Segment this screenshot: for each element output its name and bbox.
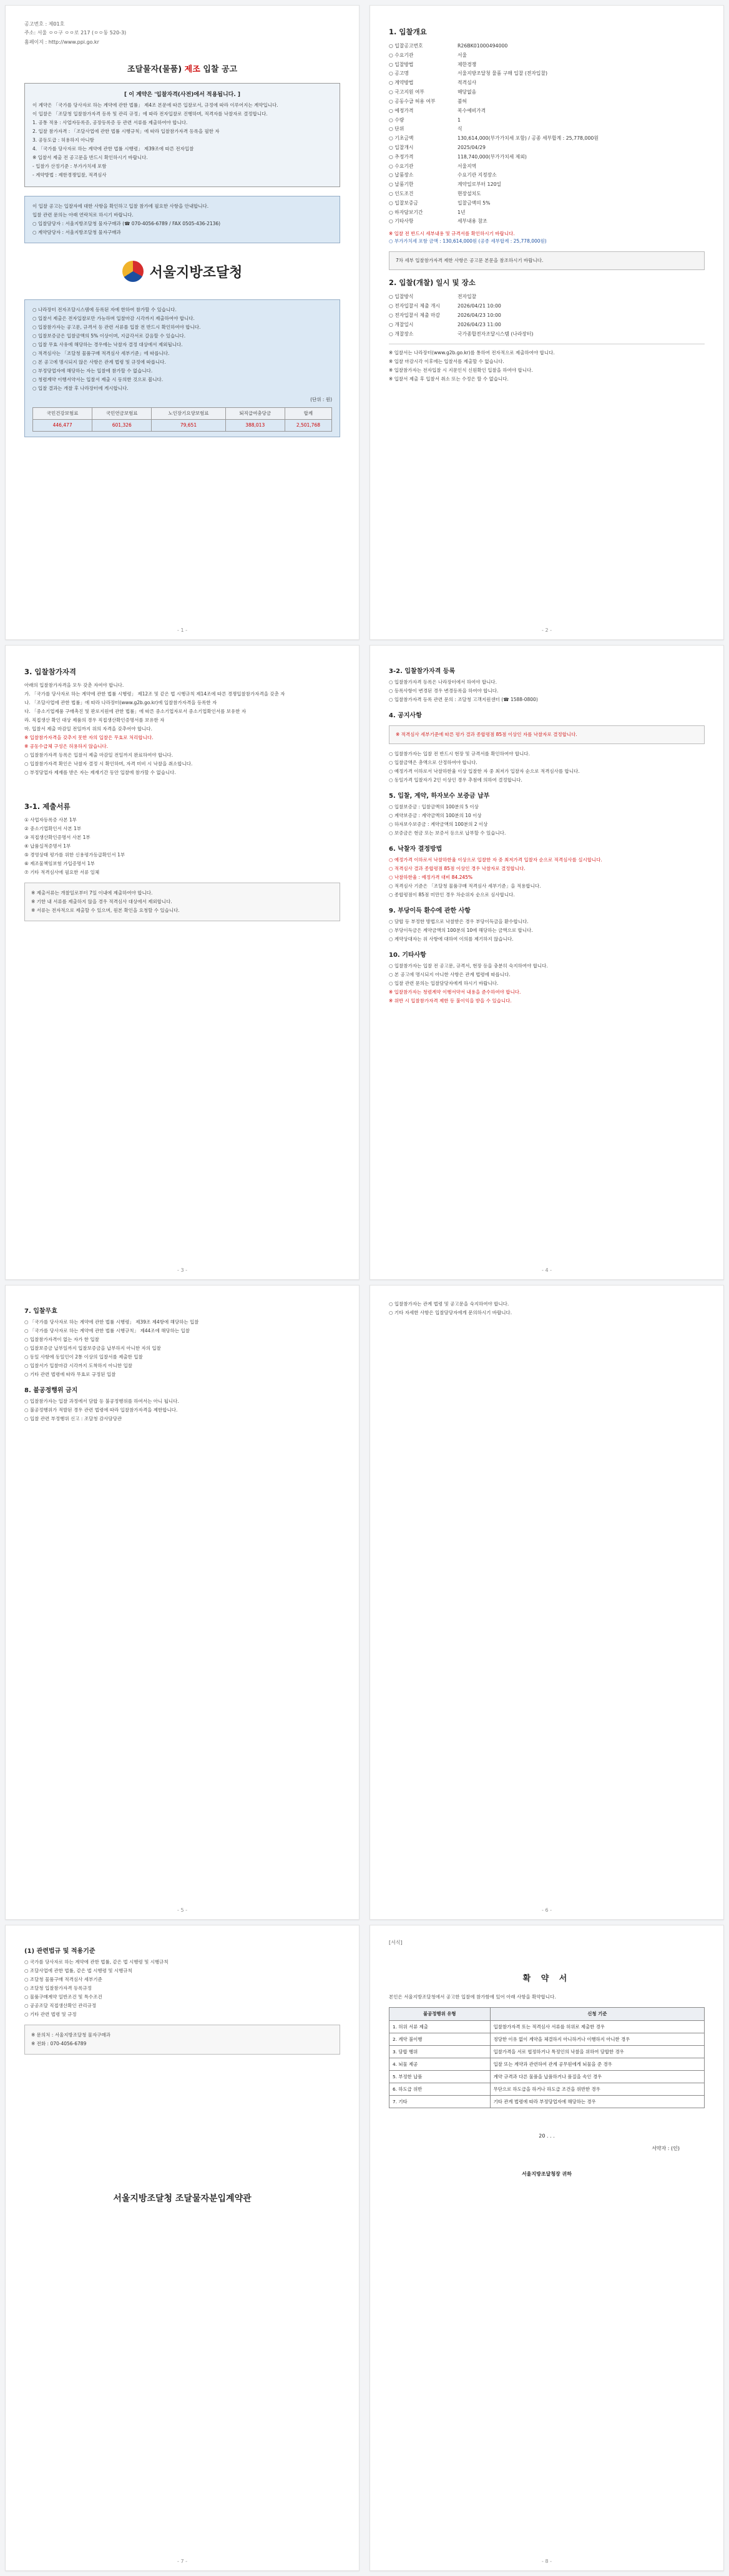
kv-key: ○ 인도조건 [389,191,414,196]
docs-note: ※ 기한 내 서류를 제출하지 않을 경우 적격심사 대상에서 제외합니다. [31,899,172,904]
lower-line: ○ 입찰 무효 사유에 해당하는 경우에는 낙찰자 결정 대상에서 제외됩니다. [32,342,183,348]
text-line: ○ 입찰서가 입찰마감 시각까지 도착하지 아니한 입찰 [24,1363,132,1368]
table-header-cell: 합계 [285,408,331,420]
text-line: ○ 입찰보증금 : 입찰금액의 100분의 5 이상 [389,804,479,810]
document-page-8 [369,1925,724,2571]
text-line: ○ 입찰참가자격 등록은 나라장터에서 하여야 합니다. [389,679,497,685]
table-row [389,2020,705,2033]
page-number: - 5 - [177,1907,187,1913]
section-heading: 1. 입찰개요 [389,27,427,36]
text-line: ○ 담합 등 부정한 방법으로 낙찰받은 경우 부당이득금을 환수합니다. [389,919,529,924]
kv-value: 국가종합전자조달시스템 (나라장터) [457,331,534,337]
kv-row [389,97,705,107]
doc-item: ④ 납품실적증명서 1부 [24,843,71,849]
table-row [389,2083,705,2096]
text-line: ○ 입찰 관련 부정행위 신고 : 조달청 감사담당관 [24,1416,122,1421]
kv-value: 식 [457,126,462,132]
kv-value: 118,740,000(부가가치세 제외) [457,153,527,160]
lower-line: ○ 나라장터 전자조달시스템에 등록된 자에 한하여 참가할 수 있습니다. [32,307,177,313]
doc-item: ① 사업자등록증 사본 1부 [24,817,77,823]
kv-value: 계약일로부터 120일 [457,182,502,188]
title-suffix: 입찰 공고 [203,65,238,75]
lower-line: ○ 입찰 결과는 개찰 후 나라장터에 게시합니다. [32,385,129,392]
text-line: ○ 입찰참가자격 등록 관련 문의 : 조달청 고객지원센터 (☎ 1588-0800) [389,697,538,702]
law-item: ○ 조달사업에 관한 법률, 같은 법 시행령 및 시행규칙 [24,1968,132,1973]
kv-row [389,69,705,79]
kv-key: ○ 전자입찰서 제출 개시 [389,303,441,309]
kv-row [389,42,705,51]
section-heading: 10. 기타사항 [389,952,426,959]
lower-line: ○ 입찰보증금은 입찰금액의 5% 이상이며, 지급각서로 갈음할 수 있습니다. [32,333,186,339]
lower-line: ○ 본 공고에 명시되지 않은 사항은 관계 법령 및 규정에 따릅니다. [32,359,166,366]
text-line: ○ 「국가를 당사자로 하는 계약에 관한 법률 시행규칙」 제44조에 해당하는 입찰 [24,1328,190,1334]
kv-row [389,79,705,88]
pledge-signer: 서약자 : (인) [652,2146,680,2152]
text-line: ○ 동일가격 입찰자가 2인 이상인 경우 추첨에 의하여 결정합니다. [389,777,522,783]
red-note: ※ 입찰 전 반드시 세부내용 및 규격서를 확인하시기 바랍니다. [389,231,515,237]
header-block [24,21,340,46]
table-cell: 6. 하도급 위반 [389,2083,491,2096]
doc-item: ⑦ 기타 적격심사에 필요한 서류 일체 [24,869,100,875]
kv-value: 2026/04/21 10:00 [457,303,501,309]
section-heading: 2. 입찰(개찰) 일시 및 장소 [389,278,476,288]
text-line: ○ 종합평점이 85점 미만인 경우 차순위자 순으로 심사합니다. [389,892,515,898]
section-heading: 8. 불공정행위 금지 [24,1387,78,1394]
kv-value: 2025/04/29 [457,144,486,150]
title-prefix: 조달물자(물품) [127,65,182,75]
table-header-cell: 노인장기요양보험료 [152,408,225,420]
kv-row [389,330,705,339]
text-line: ○ 적격심사 기준은 「조달청 물품구매 적격심사 세부기준」을 적용합니다. [389,883,541,889]
kv-value: 전자입찰 [457,294,477,300]
section-heading: 4. 공지사항 [389,712,422,719]
header-line: 주소: 서울 ㅇㅇ구 ㅇㅇ로 217 (ㅇㅇ동 520-3) [24,30,127,36]
kv-key: ○ 입찰방식 [389,294,414,300]
box-line: 3. 공동도급 : 허용하지 아니함 [32,137,94,143]
kv-row [389,180,705,190]
law-item: ○ 조달청 물품구매 적격심사 세부기준 [24,1977,102,1982]
red-line: ※ 입찰참가자격을 갖추지 못한 자의 입찰은 무효로 처리합니다. [24,735,154,740]
table-header-row [33,408,332,420]
table-row [389,2096,705,2108]
kv-value: 세부내용 참조 [457,218,487,225]
section-heading: 3. 입찰참가자격 [24,667,77,676]
kv-row [389,311,705,321]
red-line: ※ 입찰참가자는 청렴계약 이행서약서 내용을 준수하여야 합니다. [389,989,521,995]
page-number: - 4 - [542,1267,552,1273]
schedule-note: ※ 입찰서 제출 후 입찰서 취소 또는 수정은 할 수 없습니다. [389,376,509,382]
kv-value: 제한경쟁 [457,61,477,67]
table-cell: 2,501,768 [285,420,331,432]
box-line: - 입찰가 산정기준 : 부가가치세 포함 [32,163,107,170]
text-line: ○ 불공정행위가 적발된 경우 관련 법령에 따라 입찰참가자격을 제한합니다. [24,1407,178,1413]
section-heading: 7. 입찰무효 [24,1308,57,1315]
text-line: ○ 입찰참가자는 관계 법령 및 공고문을 숙지하여야 합니다. [389,1301,509,1307]
text-line: ○ 「국가를 당사자로 하는 계약에 관한 법률 시행령」 제39조 제4항에 해당하는 입찰 [24,1319,199,1325]
table-cell: 446,477 [33,420,92,432]
doc-item: ③ 직접생산확인증명서 사본 1부 [24,835,91,840]
kv-row [389,208,705,218]
kv-key: ○ 단위 [389,126,404,132]
title-highlight: 제조 [184,65,200,75]
text-line: ○ 동일 사항에 동일인이 2통 이상의 입찰서를 제출한 입찰 [24,1354,143,1360]
kv-value: 1년 [457,209,466,215]
kv-value: 1 [457,117,461,123]
kv-value: 서울지방조달청 물품 구매 입찰 (전자입찰) [457,70,548,77]
kv-row [389,199,705,208]
kv-key: ○ 입찰방법 [389,61,414,67]
law-item: ○ 공공조달 직접생산확인 관리규정 [24,2003,97,2008]
notice-line: ○ 계약담당자 : 서울지방조달청 물자구매과 [32,230,121,236]
text-line: ○ 입찰금액은 총액으로 산정하여야 합니다. [389,760,477,765]
kv-value: 서울 [457,52,467,58]
kv-key: ○ 개찰일시 [389,321,414,327]
kv-key: ○ 입찰개시 [389,144,414,150]
lower-line: ○ 적격심사는 「조달청 물품구매 적격심사 세부기준」에 따릅니다. [32,351,170,357]
text-line: 라. 직접생산 확인 대상 제품의 경우 직접생산확인증명서를 보유한 자 [24,717,165,723]
text-line: ○ 보증금은 현금 또는 보증서 등으로 납부할 수 있습니다. [389,830,506,836]
document-page-7 [5,1925,360,2571]
lower-line: ○ 청렴계약 이행서약서는 입찰서 제출 시 동의한 것으로 봅니다. [32,377,164,383]
contact-line: ※ 문의처 : 서울지방조달청 물자구매과 [31,2032,111,2038]
kv-value: 수요기관 지정장소 [457,172,497,178]
lower-line: ○ 입찰참가자는 공고문, 규격서 등 관련 서류를 입찰 전 반드시 확인하여야 합니다. [32,324,201,331]
kv-row [389,61,705,70]
header-line: 공고번호 : 제01호 [24,21,65,27]
text-line: ○ 부당이득금은 계약금액의 100분의 10에 해당하는 금액으로 합니다. [389,927,533,933]
org-logo-icon [122,261,144,282]
law-item: ○ 조달청 입찰참가자격 등록규정 [24,1985,92,1991]
kv-key: ○ 하자담보기간 [389,209,423,215]
applicability-heading: [ 이 계약은 '입찰자격(사전)에서 적용됩니다. ] [124,92,241,99]
text-line: 나. 「조달사업에 관한 법률」에 따라 나라장터(www.g2b.go.kr)에 입찰참가자격을 등록한 자 [24,700,217,705]
text-line: ○ 예정가격 이하로서 낙찰하한율 이상 입찰한 자 중 최저가 입찰자 순으로 적격심사를 합니다. [389,768,580,774]
table-cell: 입찰가격을 서로 협정하거나 특정인의 낙찰을 위하여 담합한 경우 [490,2045,704,2058]
table-row [389,2033,705,2045]
red-line: ○ 낙찰하한율 : 예정가격 대비 84.245% [389,874,473,880]
kv-value: 복수예비가격 [457,107,486,114]
box-line: 이 계약은 「국가를 당사자로 하는 계약에 관한 법률」 제4조 본문에 따른 입찰로서, 규정에 따라 이루어지는 계약입니다. [32,102,278,109]
org-name: 서울지방조달청 [149,264,243,281]
document-page-4 [369,645,724,1280]
kv-key: ○ 전자입찰서 제출 마감 [389,312,441,318]
text-line: ○ 기타 자세한 사항은 입찰담당자에게 문의하시기 바랍니다. [389,1310,512,1315]
box-line: 2. 입찰 참가자격 : 「조달사업에 관한 법률 시행규칙」에 따라 입찰참가자격 등록을 필한 자 [32,128,220,135]
table-header-cell: 국민연금보험료 [92,408,152,420]
docs-note: ※ 제출서류는 개찰일로부터 7일 이내에 제출하여야 합니다. [31,890,153,896]
table-row [389,2045,705,2058]
text-line: 다. 「중소기업제품 구매촉진 및 판로지원에 관한 법률」에 따른 중소기업자로서 중소기업확인서를 보유한 자 [24,709,247,714]
section-heading: 6. 낙찰자 결정방법 [389,846,443,853]
kv-key: ○ 국고지원 여부 [389,89,424,95]
section-heading: 3-1. 제출서류 [24,802,71,811]
law-item: ○ 국가를 당사자로 하는 계약에 관한 법률, 같은 법 시행령 및 시행규칙 [24,1959,169,1965]
table-cell: 1. 허위 서류 제출 [389,2020,491,2033]
text-line: ○ 계약보증금 : 계약금액의 100분의 10 이상 [389,813,482,818]
docs-note: ※ 서류는 전자적으로 제출할 수 있으며, 원본 확인을 요청할 수 있습니다. [31,908,180,913]
kv-key: ○ 수요기관 [389,163,414,169]
notice-box: ※ 적격심사 세부기준에 따른 평가 결과 종합평점 85점 이상인 자를 낙찰자로 결정합니다. [389,725,705,744]
page-number: - 1 - [177,627,187,633]
issuer-footer: 서울지방조달청 조달물자분입계약관 [113,2194,252,2204]
org-seal [24,261,340,282]
kv-row [389,107,705,116]
pledge-table [389,2007,705,2108]
kv-value: 2026/04/23 11:00 [457,321,501,327]
schedule-note: ※ 입찰참가자는 전자입찰 시 지문인식 신원확인 입찰을 하여야 합니다. [389,367,533,374]
table-cell: 601,326 [92,420,152,432]
contact-notice-box [24,196,340,243]
kv-key: ○ 입찰공고번호 [389,43,423,49]
kv-value: R26BK01000494000 [457,43,508,49]
text-line: ○ 기타 관련 법령에 따라 무효로 규정된 입찰 [24,1372,116,1377]
notice-line: ○ 입찰담당자 : 서울지방조달청 물자구매과 (☎ 070-4056-6789 / FAX 0505-436-2136) [32,221,221,227]
kv-row [389,134,705,143]
table-cell: 7. 기타 [389,2096,491,2108]
blue-note: ○ 부가가치세 포함 금액 : 130,614,000원 (공종 세부합계 : 25,778,000원) [389,238,547,245]
notice-line: 입찰 관련 문의는 아래 연락처로 하시기 바랍니다. [32,212,134,218]
kv-row [389,217,705,226]
table-cell: 계약 규격과 다른 물품을 납품하거나 품질을 속인 경우 [490,2070,704,2083]
contact-line: ※ 전화 : 070-4056-6789 [31,2041,87,2046]
lower-line: ○ 부정당업자에 해당하는 자는 입찰에 참가할 수 없습니다. [32,368,153,374]
kv-value: 해당없음 [457,89,477,95]
kv-row [389,171,705,180]
kv-value: 입찰금액의 5% [457,200,491,206]
text-line: ○ 입찰참가자는 입찰 전 반드시 현장 및 규격서를 확인하여야 합니다. [389,751,530,757]
kv-value: 현장설치도 [457,191,481,196]
red-line: ※ 공동수급체 구성은 허용하지 않습니다. [24,743,109,749]
text-line: ○ 등록사항이 변경된 경우 변경등록을 하여야 합니다. [389,688,499,694]
kv-key: ○ 수요기관 [389,52,414,58]
pledge-intro: 본인은 서울지방조달청에서 공고한 입찰에 참가함에 있어 아래 사항을 확약합니다. [389,1994,556,2000]
document-page-3 [5,645,360,1280]
text-line: ○ 부정당업자 제재를 받은 자는 제재기간 동안 입찰에 참가할 수 없습니다. [24,770,176,775]
table-cell: 기타 관계 법령에 따라 부정당업자에 해당하는 경우 [490,2096,704,2108]
document-page-5 [5,1285,360,1920]
form-label: [서식] [389,1940,403,1945]
table-header-cell: 국민건강보험료 [33,408,92,420]
pledge-recipient: 서울지방조달청장 귀하 [521,2171,572,2177]
table-cell: 무단으로 하도급을 하거나 하도급 조건을 위반한 경우 [490,2083,704,2096]
kv-row [389,153,705,162]
kv-row [389,88,705,97]
kv-key: ○ 예정가격 [389,107,414,114]
doc-item: ② 중소기업확인서 사본 1부 [24,826,82,831]
page-number: - 3 - [177,1267,187,1273]
text-line: 마. 입찰서 제출 마감일 전일까지 위의 자격을 갖추어야 합니다. [24,726,152,732]
box-line: 4. 「국가를 당사자로 하는 계약에 관한 법률 시행령」 제39조에 따른 전자입찰 [32,146,194,152]
kv-key: ○ 납품장소 [389,172,414,178]
kv-row [389,125,705,134]
schedule-list [389,293,705,339]
table-cell: 2. 계약 불이행 [389,2033,491,2045]
docs-note-box [24,883,340,921]
kv-key: ○ 공동수급 허용 여부 [389,98,436,104]
text-line: ○ 하자보수보증금 : 계약금액의 100분의 2 이상 [389,821,488,827]
kv-row [389,190,705,199]
table-header-row [389,2008,705,2020]
section-heading: 3-2. 입찰참가자격 등록 [389,668,456,675]
header-line: 홈페이지 : http://www.ppi.go.kr [24,39,99,45]
law-item: ○ 물품구매계약 일반조건 및 특수조건 [24,1994,102,2000]
text-line: ○ 입찰참가자는 입찰 과정에서 담합 등 불공정행위를 하여서는 아니 됩니다. [24,1398,179,1404]
table-row [389,2070,705,2083]
text-line: ○ 본 공고에 명시되지 아니한 사항은 관계 법령에 따릅니다. [389,972,511,977]
overview-list [389,42,705,226]
text-line: ○ 입찰참가자격 확인은 낙찰자 결정 시 확인하며, 자격 미비 시 낙찰을 취소합니다. [24,761,193,767]
pledge-title: 확 약 서 [522,1974,571,1984]
text-line: ○ 입찰참가자격이 없는 자가 한 입찰 [24,1337,99,1342]
kv-value: 적격심사 [457,80,477,86]
table-cell: 입찰참가자격 또는 적격심사 서류를 허위로 제출한 경우 [490,2020,704,2033]
red-line: ※ 위반 시 입찰참가자격 제한 등 불이익을 받을 수 있습니다. [389,998,512,1004]
text-line: ○ 입찰참가자는 입찰 전 공고문, 규격서, 현장 등을 충분히 숙지하여야 합니다. [389,963,548,969]
kv-key: ○ 기초금액 [389,135,414,142]
kv-row [389,116,705,125]
text-line: 가. 「국가를 당사자로 하는 계약에 관한 법률 시행령」 제12조 및 같은 법 시행규칙 제14조에 따른 경쟁입찰참가자격을 갖춘 자 [24,691,285,697]
kv-row [389,321,705,330]
table-header-cell: 퇴직급여충당금 [225,408,285,420]
kv-row [389,162,705,172]
text-line: ○ 입찰 관련 문의는 입찰담당자에게 하시기 바랍니다. [389,981,499,986]
pledge-date: 20 . . . [539,2133,555,2139]
table-cell: 79,651 [152,420,225,432]
schedule-note: ※ 입찰서는 나라장터(www.g2b.go.kr)를 통하여 전자적으로 제출하여야 합니다. [389,350,555,356]
red-line: ○ 예정가격 이하로서 낙찰하한율 이상으로 입찰한 자 중 최저가격 입찰자 순으로 적격심사를 실시합니다. [389,857,602,863]
red-line: ○ 적격심사 결과 종합평점 85점 이상인 경우 낙찰자로 결정합니다. [389,866,526,871]
section-heading: 5. 입찰, 계약, 하자보수 보증금 납부 [389,793,490,800]
kv-key: ○ 공고명 [389,70,409,77]
law-item: ○ 기타 관련 법령 및 규정 [24,2012,77,2017]
restriction-box: 7차 세부 입찰참가자격 제한 사항은 공고문 본문을 참조하시기 바랍니다. [389,251,705,270]
document-page-1 [5,5,360,640]
kv-value: 서울지역 [457,163,477,169]
kv-key: ○ 추정가격 [389,153,414,160]
box-line: 1. 공통 적용 : 사업자등록증, 공장등록증 등 관련 서류를 제출하여야 합니다. [32,120,188,126]
table-cell: 5. 부정한 납품 [389,2070,491,2083]
document-page-6 [369,1285,724,1920]
kv-row [389,293,705,302]
kv-row [389,51,705,61]
kv-key: ○ 기타사항 [389,218,414,225]
box-line: ※ 입찰서 제출 전 공고문을 반드시 확인하시기 바랍니다. [32,155,148,161]
box-line: - 계약방법 : 제한경쟁입찰, 적격심사 [32,172,107,178]
doc-item: ⑥ 제조물책임보험 가입증명서 1부 [24,861,95,866]
table-cell: 입찰 또는 계약과 관련하여 관계 공무원에게 뇌물을 준 경우 [490,2058,704,2070]
document-page-2 [369,5,724,640]
page-number: - 6 - [542,1907,552,1913]
page-number: - 2 - [542,627,552,633]
text-line: ○ 입찰참가자격 등록은 입찰서 제출 마감일 전일까지 완료하여야 합니다. [24,752,174,758]
schedule-note: ※ 입찰 마감시각 이후에는 입찰서를 제출할 수 없습니다. [389,359,504,365]
insurance-table [32,407,332,432]
kv-row [389,302,705,311]
contact-box [24,2025,340,2055]
kv-value: 불허 [457,98,467,104]
notice-line: 이 입찰 공고는 입찰자에 대한 사항을 확인하고 입찰 참가에 필요한 사항을 안내합니다. [32,203,209,210]
kv-value: 130,614,000(부가가치세 포함) / 공종 세부합계 : 25,778,000원 [457,135,599,142]
lower-line: ○ 입찰서 제출은 전자입찰로만 가능하며 입찰마감 시각까지 제출하여야 합니다. [32,316,195,322]
kv-value: 2026/04/23 10:00 [457,312,501,318]
table-header-cell: 신청 기준 [490,2008,704,2020]
lower-notice-box [24,299,340,437]
document-title [24,62,340,74]
section-heading: (1) 관련법규 및 적용기준 [24,1948,95,1955]
applicability-box [24,83,340,187]
section-heading: 9. 부당이득 환수에 관한 사항 [389,908,471,914]
table-cell: 388,013 [225,420,285,432]
table-row [33,420,332,432]
text-line: ○ 계약상대자는 위 사항에 대하여 이의를 제기하지 않습니다. [389,936,514,942]
kv-row [389,143,705,153]
page-number: - 7 - [177,2559,187,2564]
table-cell: 3. 담합 행위 [389,2045,491,2058]
doc-item: ⑤ 경영상태 평가를 위한 신용평가등급확인서 1부 [24,852,125,858]
kv-key: ○ 입찰보증금 [389,200,418,206]
table-header-cell: 불공정행위 유형 [389,2008,491,2020]
kv-key: ○ 개찰장소 [389,331,414,337]
table-cell: 4. 뇌물 제공 [389,2058,491,2070]
table-caption: (단위 : 원) [310,397,332,403]
table-row [389,2058,705,2070]
kv-key: ○ 수량 [389,117,404,123]
table-cell: 정당한 이유 없이 계약을 체결하지 아니하거나 이행하지 아니한 경우 [490,2033,704,2045]
text-line: 아래의 입찰참가자격을 모두 갖춘 자여야 합니다. [24,682,124,688]
page-number: - 8 - [542,2559,552,2564]
kv-key: ○ 계약방법 [389,80,414,86]
kv-key: ○ 납품기한 [389,182,414,188]
box-line: 이 입찰은 「조달청 입찰참가자격 등록 및 관리 규정」에 따라 전자입찰로 진행하며, 적격자를 낙찰자로 결정합니다. [32,111,268,117]
text-line: ○ 입찰보증금 납부일까지 입찰보증금을 납부하지 아니한 자의 입찰 [24,1345,161,1351]
